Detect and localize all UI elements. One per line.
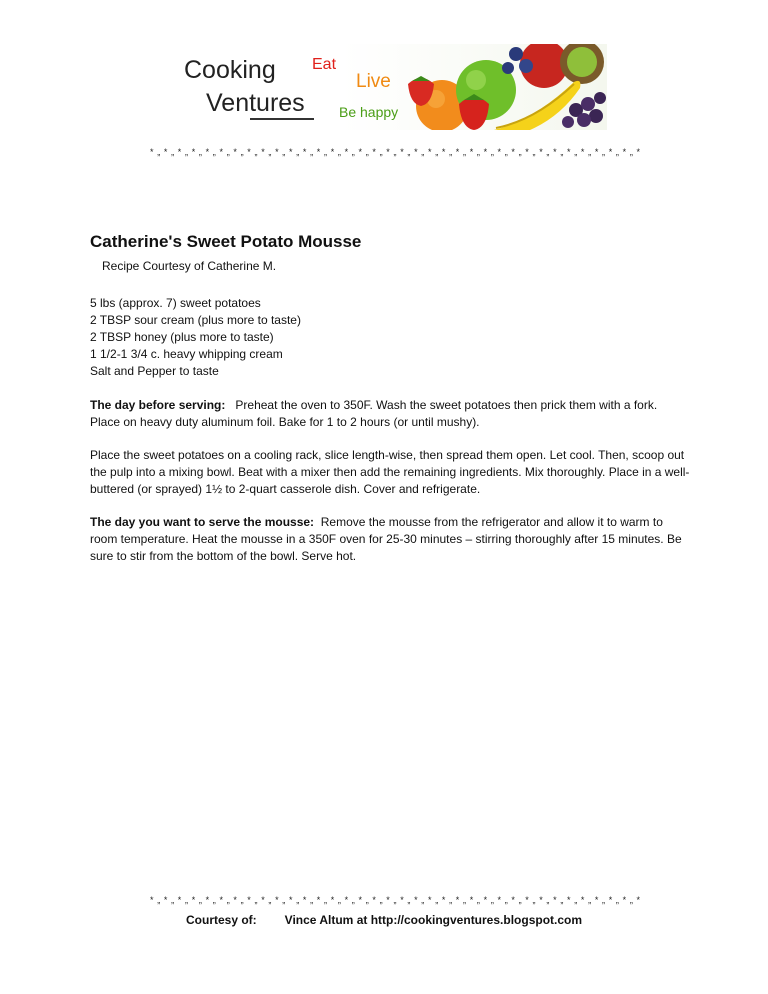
footer-credit: [186, 913, 582, 927]
step-one-label: The day before serving:: [90, 398, 226, 412]
step-two: [90, 447, 690, 498]
banner-word-eat: Eat: [312, 56, 337, 73]
banner-underline: [250, 118, 314, 120]
banner-word-ventures: Ventures: [206, 89, 305, 117]
step-three: [90, 514, 690, 565]
step-three-text: Remove the mousse from the refrigerator and allow it to warm to room temperature. Heat the mousse in a 350F oven for 25-30 minutes – stirring thoroughly after 15 minutes. Be sure to stir from the bottom of the bowl. Serve hot.: [90, 515, 682, 563]
bottom-divider: * „ * „ * „ * „ * „ * „ * „ * „ * „ * „ * „ * „ * „ * „ * „ * „ * „ * „ * „ * „ * „ * „ * „ * „ * „ * „ * „ * „ * „ * „ * „ * „ * „ * „ * „ *: [150, 895, 641, 905]
banner-logo: [164, 44, 607, 130]
recipe-courtesy: Recipe Courtesy of Catherine M.: [102, 259, 277, 273]
ingredient-item: 5 lbs (approx. 7) sweet potatoes: [90, 296, 261, 310]
step-two-text: Place the sweet potatoes on a cooling rack, slice length-wise, then spread them open. Let cool. Then, scoop out the pulp into a mixing bowl. Beat with a mixer then add the remaining ingredients. Mix thoroughly. Place in a well-buttered (or sprayed) 1½ to 2-quart casserole dish. Cover and refrigerate.: [90, 448, 690, 496]
ingredient-item: 1 1/2-1 3/4 c. heavy whipping cream: [90, 347, 283, 361]
recipe-body: [90, 231, 690, 565]
ingredient-item: 2 TBSP honey (plus more to taste): [90, 330, 274, 344]
ingredient-item: 2 TBSP sour cream (plus more to taste): [90, 313, 301, 327]
footer-text: Vince Altum at http://cookingventures.blogspot.com: [284, 913, 583, 927]
banner-word-live: Live: [356, 71, 391, 92]
step-three-label: The day you want to serve the mousse:: [90, 515, 315, 529]
step-one-text: Preheat the oven to 350F. Wash the sweet potatoes then prick them with a fork. Place on heavy duty aluminum foil. Bake for 1 to 2 hours (or until mushy).: [90, 398, 658, 429]
recipe-title: Catherine's Sweet Potato Mousse: [90, 232, 362, 251]
top-divider: * „ * „ * „ * „ * „ * „ * „ * „ * „ * „ * „ * „ * „ * „ * „ * „ * „ * „ * „ * „ * „ * „ * „ * „ * „ * „ * „ * „ * „ * „ * „ * „ * „ * „ * „ *: [150, 147, 641, 157]
ingredient-list: [90, 295, 690, 380]
banner-word-cooking: Cooking: [184, 56, 276, 84]
step-one: [90, 397, 690, 431]
banner-word-behappy: Be happy: [339, 104, 399, 120]
footer-label: Courtesy of:: [186, 913, 257, 927]
ingredient-item: Salt and Pepper to taste: [90, 364, 219, 378]
